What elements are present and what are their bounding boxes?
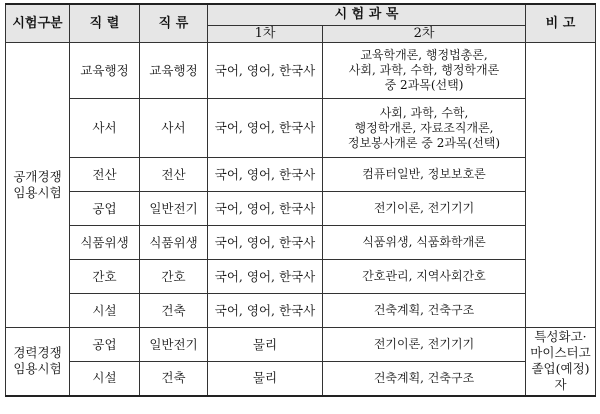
position-cell: 간호	[70, 260, 140, 294]
series-cell: 전산	[140, 158, 208, 192]
position-cell: 시설	[70, 362, 140, 396]
second-exam-cell: 간호관리, 지역사회간호	[323, 260, 526, 294]
second-exam-cell: 컴퓨터일반, 정보보호론	[323, 158, 526, 192]
header-first-exam: 1차	[208, 26, 323, 43]
position-cell: 사서	[70, 99, 140, 158]
first-exam-cell: 국어, 영어, 한국사	[208, 99, 323, 158]
first-exam-cell: 물리	[208, 328, 323, 362]
series-cell: 식품위생	[140, 226, 208, 260]
group-name-career: 경력경쟁 임용시험	[6, 328, 70, 396]
first-exam-cell: 국어, 영어, 한국사	[208, 158, 323, 192]
second-exam-cell: 사회, 과학, 수학, 행정학개론, 자료조직개론, 정보봉사개론 중 2과목(선택)	[323, 99, 526, 158]
header-position: 직 렬	[70, 4, 140, 43]
series-cell: 건축	[140, 362, 208, 396]
first-exam-cell: 국어, 영어, 한국사	[208, 192, 323, 226]
second-exam-cell: 식품위생, 식품화학개론	[323, 226, 526, 260]
header-subjects: 시 험 과 목	[208, 4, 526, 26]
header-second-exam: 2차	[323, 26, 526, 43]
table-row	[6, 43, 596, 99]
series-cell: 일반전기	[140, 192, 208, 226]
series-cell: 교육행정	[140, 43, 208, 99]
table-row	[6, 192, 596, 226]
first-exam-cell: 국어, 영어, 한국사	[208, 43, 323, 99]
first-exam-cell: 물리	[208, 362, 323, 396]
series-cell: 간호	[140, 260, 208, 294]
table-row	[6, 226, 596, 260]
position-cell: 전산	[70, 158, 140, 192]
series-cell: 사서	[140, 99, 208, 158]
second-exam-cell: 건축계획, 건축구조	[323, 362, 526, 396]
remark-cell-empty	[526, 43, 596, 328]
position-cell: 시설	[70, 294, 140, 328]
position-cell: 공업	[70, 328, 140, 362]
table-row	[6, 99, 596, 158]
series-cell: 일반전기	[140, 328, 208, 362]
first-exam-cell: 국어, 영어, 한국사	[208, 294, 323, 328]
remark-cell: 특성화고· 마이스터고 졸업(예정)자	[526, 328, 596, 396]
first-exam-cell: 국어, 영어, 한국사	[208, 260, 323, 294]
position-cell: 공업	[70, 192, 140, 226]
position-cell: 식품위생	[70, 226, 140, 260]
header-category: 시험구분	[6, 4, 70, 43]
table-row	[6, 294, 596, 328]
table-row	[6, 328, 596, 362]
exam-subjects-table	[5, 3, 596, 397]
second-exam-cell: 교육학개론, 행정법총론, 사회, 과학, 수학, 행정학개론 중 2과목(선택)	[323, 43, 526, 99]
group-name-open: 공개경쟁 임용시험	[6, 43, 70, 328]
table-row	[6, 158, 596, 192]
second-exam-cell: 전기이론, 전기기기	[323, 192, 526, 226]
position-cell: 교육행정	[70, 43, 140, 99]
series-cell: 건축	[140, 294, 208, 328]
table-row	[6, 260, 596, 294]
second-exam-cell: 건축계획, 건축구조	[323, 294, 526, 328]
header-remarks: 비 고	[526, 4, 596, 43]
first-exam-cell: 국어, 영어, 한국사	[208, 226, 323, 260]
table-row	[6, 362, 596, 396]
second-exam-cell: 전기이론, 전기기기	[323, 328, 526, 362]
header-series: 직 류	[140, 4, 208, 43]
